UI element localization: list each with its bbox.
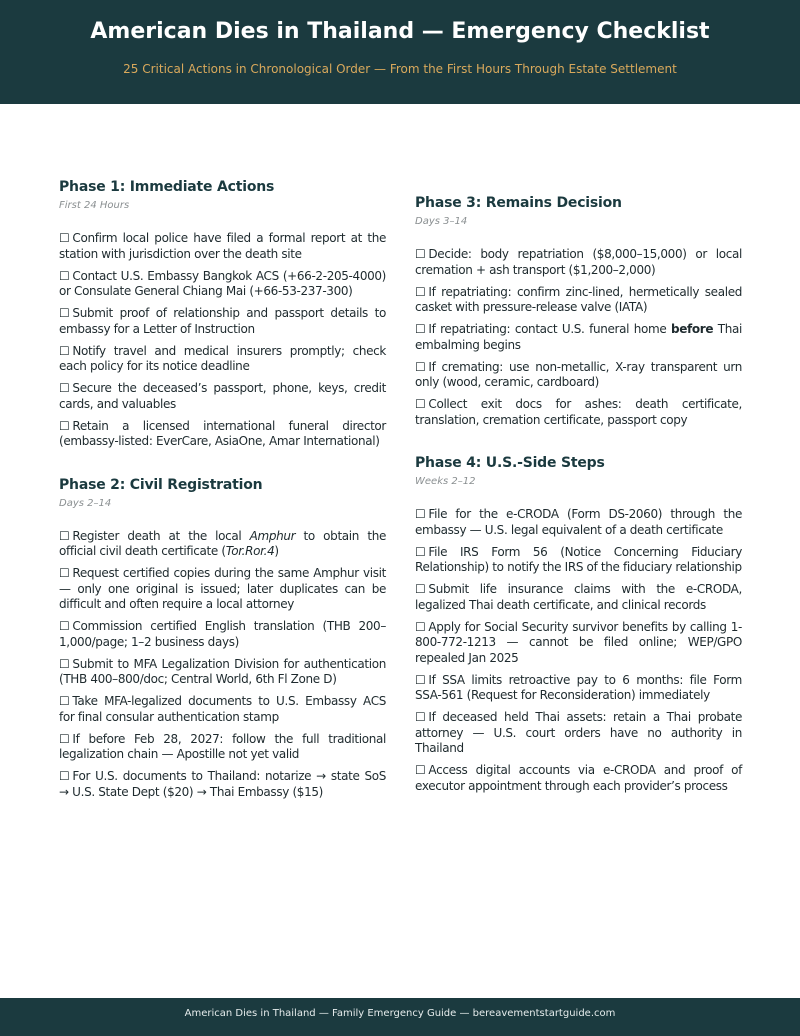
checkbox-icon[interactable]: ☐ [59,418,70,433]
checklist-item[interactable] [59,619,386,650]
checklist-item[interactable] [59,269,386,300]
checkbox-icon[interactable]: ☐ [59,566,70,580]
checkbox-icon[interactable]: ☐ [415,322,426,336]
checklist-item-text: Contact U.S. Embassy Bangkok ACS (+66-2-205-4000) or Consulate General Chiang Mai (+66-53-237-300) [59,268,386,298]
checklist-item-text: Retain a licensed international funeral director (embassy-listed: EverCare, AsiaOne, Amar International) [59,418,386,448]
checkbox-icon[interactable]: ☐ [415,619,426,634]
checklist-item-text: If SSA limits retroactive pay to 6 months: file Form SSA-561 (Request for Reconsideration) immediately [415,672,742,702]
checkbox-icon[interactable]: ☐ [59,268,70,283]
checkbox-icon[interactable]: ☐ [415,507,426,521]
phase-1-section [59,178,386,450]
page-footer [0,998,800,1036]
checklist-item-text: Decide: body repatriation ($8,000–15,000) or local cremation + ash transport ($1,200–2,000) [415,247,742,277]
checklist-item[interactable] [415,247,742,278]
checkbox-icon[interactable]: ☐ [59,306,70,320]
checklist-item[interactable] [59,419,386,450]
checklist-item[interactable] [415,360,742,391]
page-title: American Dies in Thailand — Emergency Checklist [90,19,710,44]
checkbox-icon[interactable]: ☐ [415,544,426,559]
phase-timeframe: Days 3–14 [415,216,468,227]
checklist-item[interactable] [415,763,742,794]
checkbox-icon[interactable]: ☐ [415,582,426,596]
checklist-item[interactable] [415,285,742,316]
left-column [59,178,386,826]
phase-title: Phase 3: Remains Decision [415,195,622,211]
phase-title: Phase 1: Immediate Actions [59,179,275,195]
checkbox-icon[interactable]: ☐ [415,359,426,374]
checklist-item-text: Submit life insurance claims with the e-CRODA, legalized Thai death certificate, and clinical records [415,582,742,612]
checklist-item-text: Commission certified English translation (THB 200–1,000/page; 1–2 business days) [59,619,386,649]
phase-4-section [415,454,742,794]
checklist-item[interactable] [59,344,386,375]
checklist-item[interactable] [59,732,386,763]
checklist-item[interactable] [415,545,742,576]
right-column [415,194,742,820]
checklist-item[interactable] [415,582,742,613]
phase-title: Phase 4: U.S.-Side Steps [415,455,605,471]
checkbox-icon[interactable]: ☐ [59,731,70,746]
checklist-item-text: Notify travel and medical insurers promptly; check each policy for its notice deadline [59,343,386,373]
checklist-item-text: Collect exit docs for ashes: death certificate, translation, cremation certificate, passport copy [415,397,742,427]
phase-timeframe: First 24 Hours [59,200,130,211]
checklist-item[interactable] [59,566,386,613]
page-header [0,0,800,104]
checklist-item-text: File IRS Form 56 (Notice Concerning Fiduciary Relationship) to notify the IRS of the fiduciary relationship [415,544,742,574]
checklist-item[interactable] [415,397,742,428]
checkbox-icon[interactable]: ☐ [59,343,70,358]
phase-timeframe: Days 2–14 [59,497,112,509]
checklist-item[interactable] [59,306,386,337]
checkbox-icon[interactable]: ☐ [415,672,426,687]
checklist-item-text: For U.S. documents to Thailand: notarize → state SoS → U.S. State Dept ($20) → Thai Embassy ($15) [59,769,386,799]
checklist-item[interactable] [59,769,386,800]
phase-timeframe: Weeks 2–12 [415,476,476,487]
checklist-item-text: File for the e-CRODA (Form DS-2060) through the embassy — U.S. legal equivalent of a death certificate [415,507,742,537]
checklist-item[interactable] [59,231,386,262]
checklist-item-text: Secure the deceased’s passport, phone, keys, credit cards, and valuables [59,381,386,411]
checklist-item[interactable] [415,710,742,757]
checklist-item-text: If before Feb 28, 2027: follow the full traditional legalization chain — Apostille not yet valid [59,731,386,761]
checklist-item[interactable] [59,657,386,688]
page-subtitle: 25 Critical Actions in Chronological Order — From the First Hours Through Estate Settlement [123,62,677,76]
checklist-item[interactable] [59,694,386,725]
checklist-item[interactable] [415,322,742,353]
checkbox-icon[interactable]: ☐ [415,284,426,299]
checkbox-icon[interactable]: ☐ [59,381,70,395]
checklist-item-text: If repatriating: contact U.S. funeral home before Thai embalming begins [415,322,742,352]
checkbox-icon[interactable]: ☐ [59,694,70,708]
checklist-item[interactable] [415,507,742,538]
checklist-item-text: Register death at the local Amphur to obtain the official civil death certificate (Tor.Ror.4) [59,528,386,558]
checklist-item[interactable] [59,381,386,412]
checklist-item[interactable] [59,529,386,560]
checklist-item[interactable] [415,673,742,704]
phase-2-section [59,476,386,801]
checklist-item-text: If repatriating: confirm zinc-lined, hermetically sealed casket with pressure-release valve (IATA) [415,284,742,314]
checkbox-icon[interactable]: ☐ [59,656,70,671]
checklist-item-text: Take MFA-legalized documents to U.S. Embassy ACS for final consular authentication stamp [59,694,386,724]
checklist-item-text: Submit proof of relationship and passport details to embassy for a Letter of Instruction [59,306,386,336]
checklist-item-text: Confirm local police have filed a formal report at the station with jurisdiction over the death site [59,231,386,261]
checklist-item-text: Submit to MFA Legalization Division for authentication (THB 400–800/doc; Central World, 6th Fl Zone D) [59,656,386,686]
checklist-item[interactable] [415,620,742,667]
checkbox-icon[interactable]: ☐ [415,247,426,261]
checklist-item-text: If cremating: use non-metallic, X-ray transparent urn only (wood, ceramic, cardboard) [415,359,742,389]
checkbox-icon[interactable]: ☐ [59,231,70,245]
checklist-item-text: Apply for Social Security survivor benefits by calling 1-800-772-1213 — cannot be filed online; WEP/GPO repealed Jan 2025 [415,619,742,665]
checkbox-icon[interactable]: ☐ [415,763,426,777]
footer-text: American Dies in Thailand — Family Emergency Guide — bereavementstartguide.com [184,1008,616,1019]
checklist-item-text: Request certified copies during the same Amphur visit — only one original is issued; later duplicates can be difficult and often require a local attorney [59,566,386,611]
checklist-item-text: Access digital accounts via e-CRODA and proof of executor appointment through each provider’s process [415,763,742,793]
checkbox-icon[interactable]: ☐ [59,619,70,633]
checkbox-icon[interactable]: ☐ [415,710,426,724]
phase-title: Phase 2: Civil Registration [59,476,263,493]
checkbox-icon[interactable]: ☐ [415,397,426,411]
checkbox-icon[interactable]: ☐ [59,528,70,543]
checkbox-icon[interactable]: ☐ [59,769,70,783]
phase-3-section [415,194,742,428]
checklist-item-text: If deceased held Thai assets: retain a Thai probate attorney — U.S. court orders have no authority in Thailand [415,710,742,755]
